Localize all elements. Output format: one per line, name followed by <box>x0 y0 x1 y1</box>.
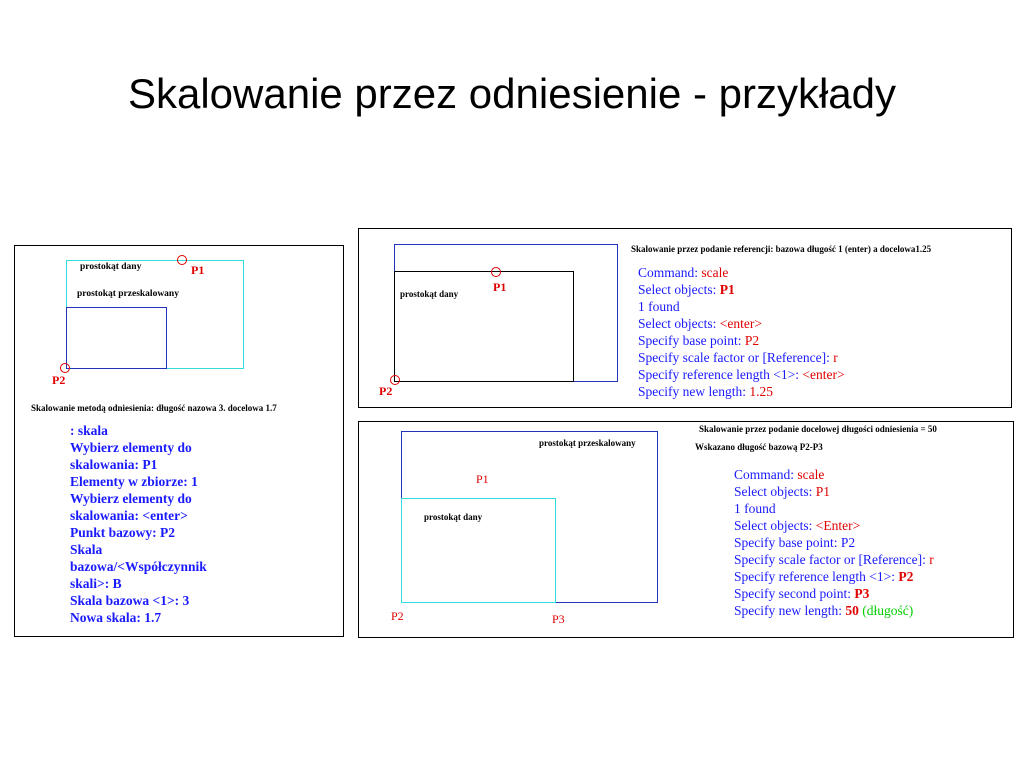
bottom-right-command-log <box>734 466 934 619</box>
given-rectangle <box>394 271 574 382</box>
cmd-line: Skala bazowa <1>: 3 <box>70 593 190 608</box>
cmd-input: P3 <box>854 586 870 601</box>
cmd-input: <enter> <box>802 367 845 382</box>
panel-bottom-right-example <box>358 421 1014 638</box>
scaled-rectangle <box>66 307 167 369</box>
left-command-log <box>70 422 207 626</box>
caption-target-length: Skalowanie przez podanie docelowej długości odniesienia = 50 <box>699 424 937 434</box>
left-caption: Skalowanie metodą odniesienia: długość nazowa 3. docelowa 1.7 <box>31 403 277 413</box>
cmd-line: Wybierz elementy do <box>70 440 192 455</box>
label-p1: P1 <box>191 263 205 277</box>
cmd-line: Skala <box>70 542 103 557</box>
cmd-text: Specify new length: <box>638 384 750 399</box>
cmd-line: skalowania: <enter> <box>70 508 188 523</box>
cmd-text: Select objects: <box>734 518 816 533</box>
cmd-input: <Enter> <box>815 518 861 533</box>
cmd-text: Specify reference length <1>: <box>734 569 899 584</box>
cmd-line: Elementy w zbiorze: 1 <box>70 474 198 489</box>
cmd-input: P2 <box>898 569 914 584</box>
caption-base-length: Wskazano długość bazową P2-P3 <box>695 442 823 452</box>
cmd-input: <enter> <box>719 316 762 331</box>
cmd-text: Specify second point: <box>734 586 855 601</box>
cmd-text: Select objects: <box>734 484 816 499</box>
panel-top-right-example <box>358 228 1012 408</box>
cmd-input: 1.25 <box>749 384 773 399</box>
cmd-text: Specify base point: <box>638 333 745 348</box>
cmd-input: 50 <box>845 603 859 618</box>
p2-marker <box>60 363 70 373</box>
cmd-text: 1 found <box>734 501 776 516</box>
cmd-text: Specify scale factor or [Reference]: <box>734 552 930 567</box>
cmd-text: Specify reference length <1>: <box>638 367 803 382</box>
cmd-line: Punkt bazowy: P2 <box>70 525 176 540</box>
label-p3: P3 <box>552 612 565 626</box>
cmd-line: Nowa skala: 1.7 <box>70 610 162 625</box>
cmd-text: Command: <box>638 265 702 280</box>
label-p2: P2 <box>391 609 404 623</box>
cmd-text: Command: <box>734 467 798 482</box>
cmd-input: P1 <box>815 484 830 499</box>
cmd-text: Select objects: <box>638 282 720 297</box>
cmd-text: Specify base point: P2 <box>734 535 856 550</box>
cmd-line: : skala <box>70 423 108 438</box>
cmd-input: r <box>929 552 934 567</box>
label-given-rectangle: prostokąt dany <box>424 512 483 522</box>
label-p2: P2 <box>52 373 66 387</box>
label-p1: P1 <box>476 472 489 486</box>
panel-left-example <box>14 245 344 637</box>
cmd-line: skali>: B <box>70 576 122 591</box>
cmd-line: bazowa/<Współczynnik <box>70 559 207 574</box>
label-p2: P2 <box>379 384 393 398</box>
cmd-input: r <box>833 350 838 365</box>
top-right-command-log <box>638 264 845 400</box>
label-p1: P1 <box>493 280 507 294</box>
label-scaled-rectangle: prostokąt przeskalowany <box>539 438 636 448</box>
cmd-line: Wybierz elementy do <box>70 491 192 506</box>
cmd-text: 1 found <box>638 299 680 314</box>
label-given-rectangle: prostokąt dany <box>80 262 142 272</box>
cmd-text: Select objects: <box>638 316 720 331</box>
p1-marker <box>177 255 187 265</box>
slide-title: Skalowanie przez odniesienie - przykłady <box>127 70 897 117</box>
cmd-annotation: (długość) <box>858 603 914 618</box>
cmd-text: Specify new length: <box>734 603 846 618</box>
cmd-input: scale <box>701 265 729 280</box>
cmd-line: skalowania: P1 <box>70 457 158 472</box>
label-scaled-rectangle: prostokąt przeskalowany <box>77 289 179 299</box>
top-right-caption: Skalowanie przez podanie referencji: bazowa długość 1 (enter) a docelowa1.25 <box>631 244 932 254</box>
p1-marker <box>491 267 501 277</box>
cmd-input: P2 <box>744 333 760 348</box>
cmd-text: Specify scale factor or [Reference]: <box>638 350 834 365</box>
cmd-input: P1 <box>719 282 735 297</box>
cmd-input: scale <box>797 467 825 482</box>
label-given-rectangle: prostokąt dany <box>400 289 459 299</box>
